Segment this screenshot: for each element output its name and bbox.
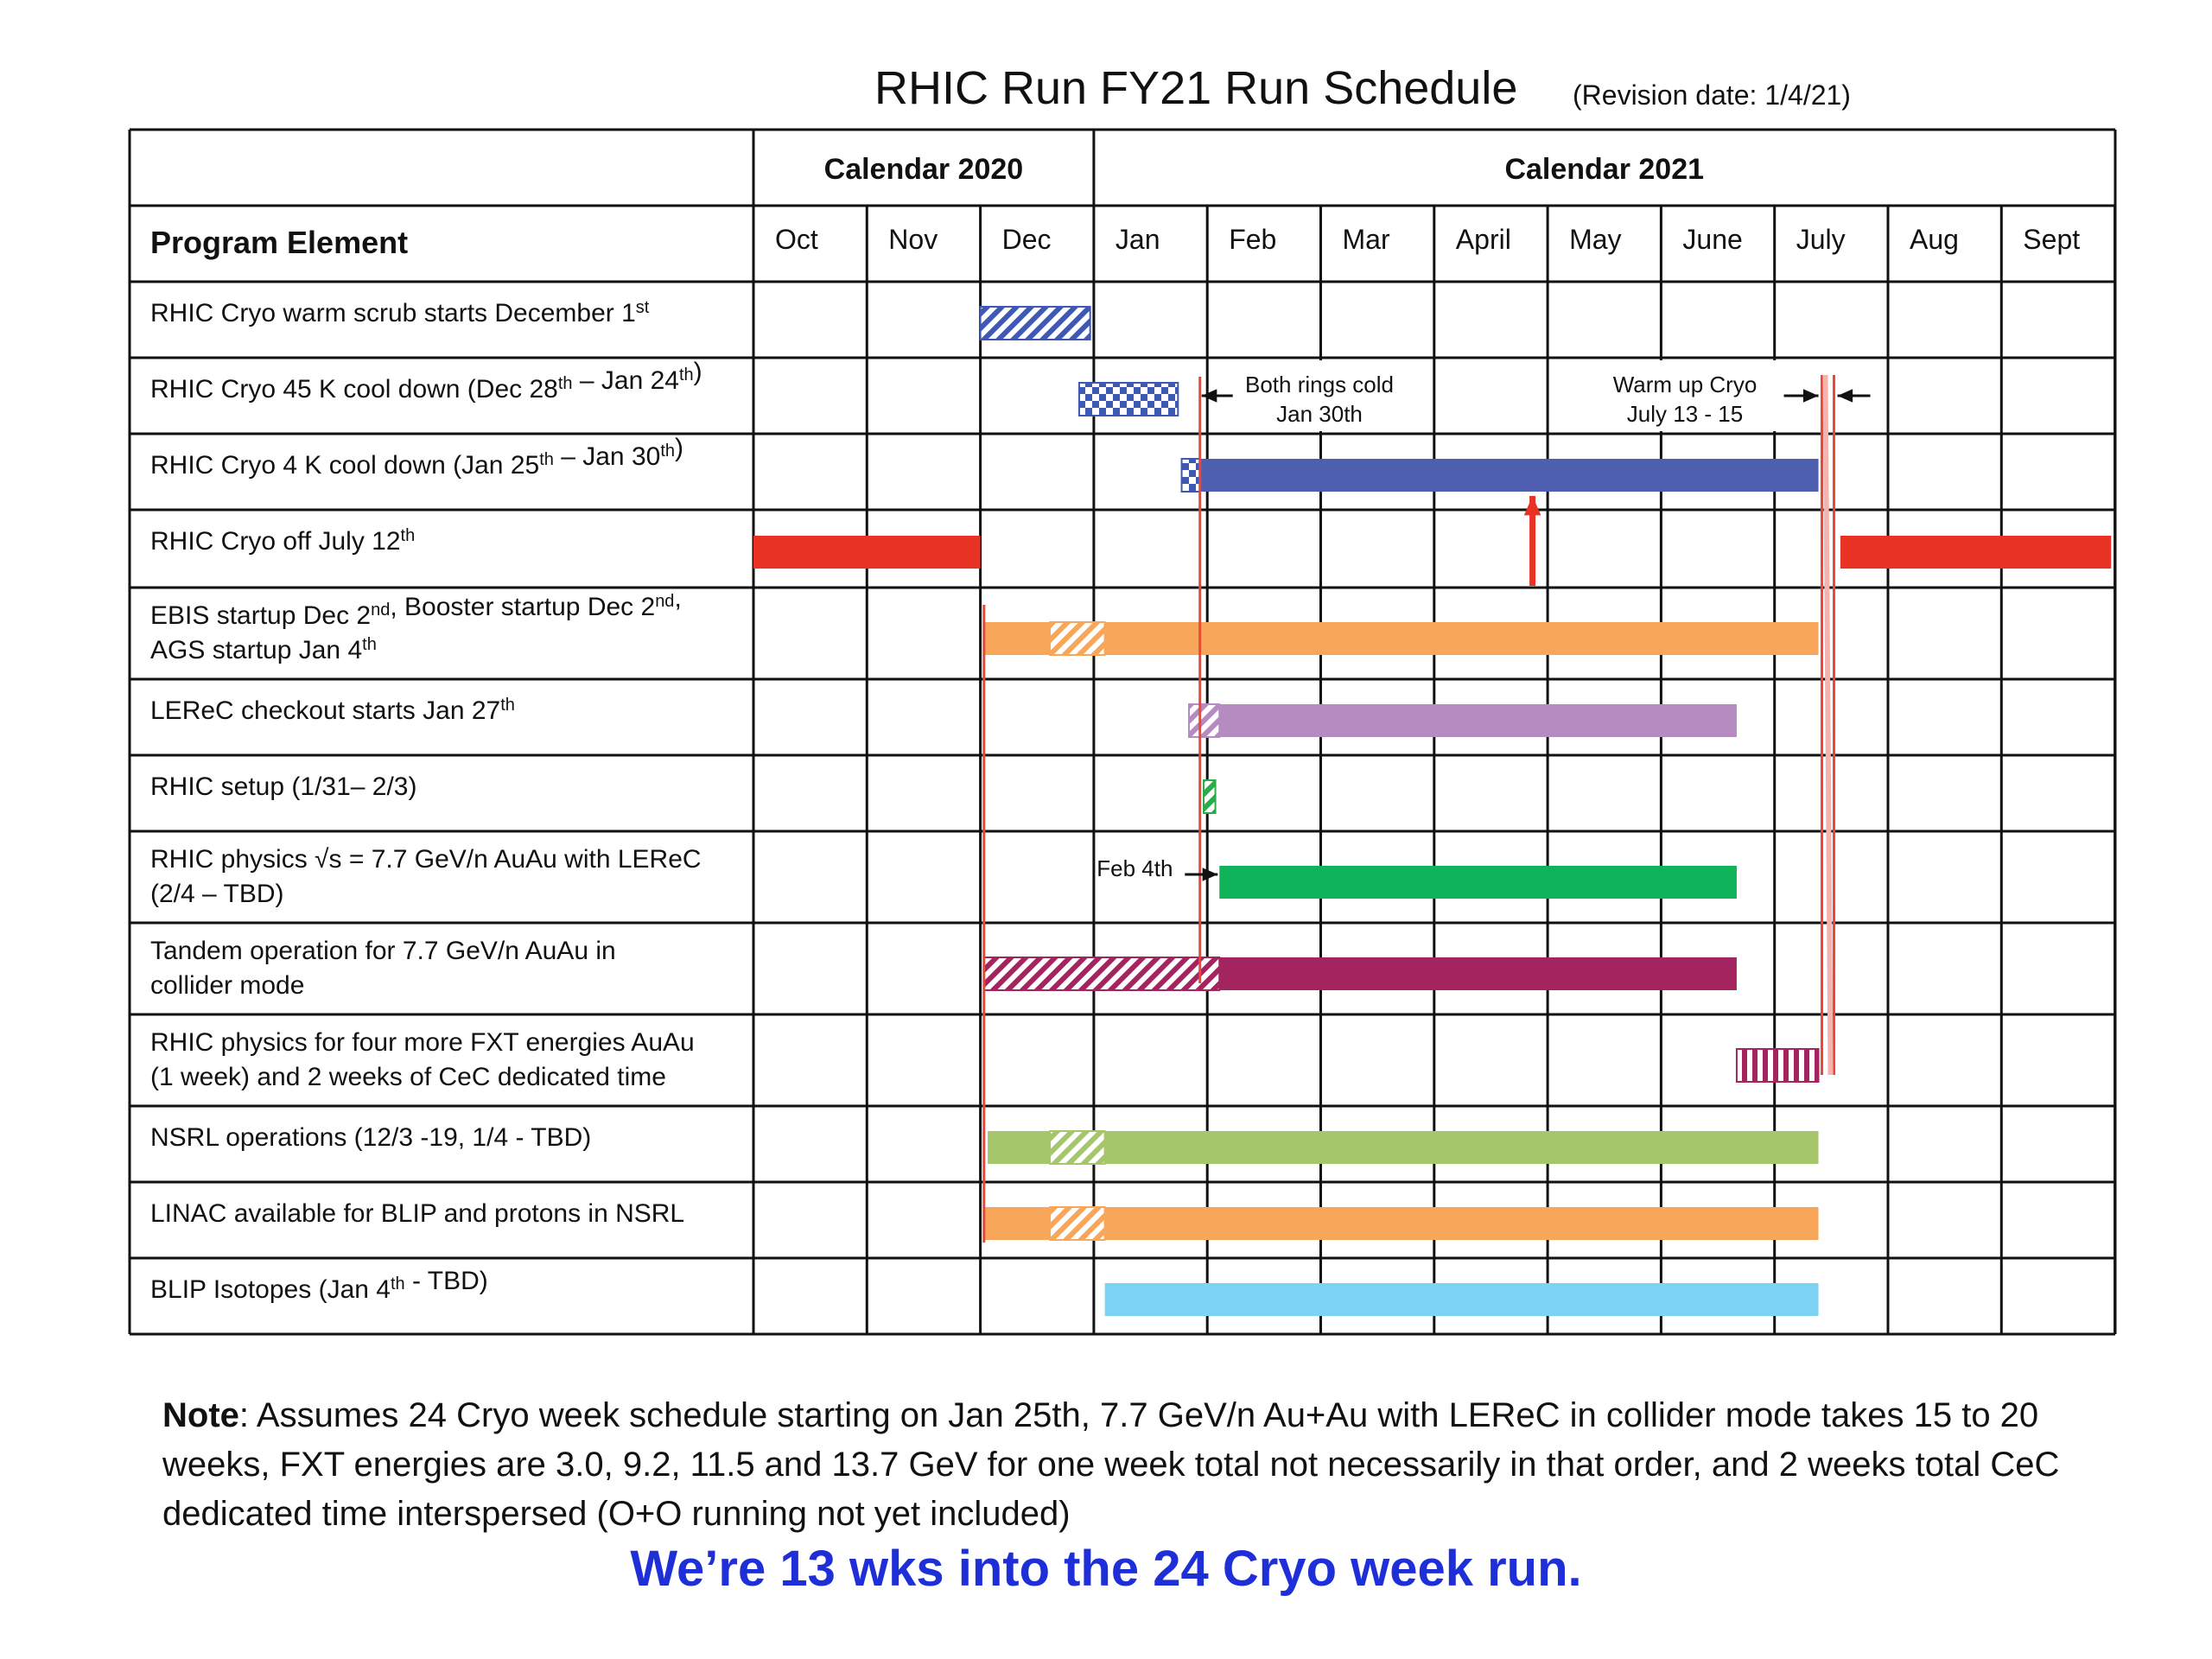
gantt-bar — [1200, 459, 1819, 492]
gantt-bar — [1219, 866, 1737, 899]
month-label: July — [1796, 224, 1846, 255]
row-header: Program Element — [150, 225, 409, 260]
row-label-part: NSRL operations (12/3 -19, 1/4 - TBD) — [150, 1123, 592, 1152]
month-label: May — [1569, 224, 1622, 255]
row-label-part: EBIS startup Dec 2 — [150, 601, 372, 630]
gantt-bar — [1840, 536, 2111, 569]
gantt-bar — [988, 1131, 1050, 1164]
row-label-part: RHIC Cryo off July 12 — [150, 527, 401, 556]
progress-callout: We’re 13 wks into the 24 Cryo week run. — [630, 1541, 1582, 1597]
row-label — [150, 298, 650, 327]
row-label-part: RHIC setup (1/31– 2/3) — [150, 772, 417, 801]
month-label: Sept — [2023, 224, 2081, 255]
row-label-part: RHIC physics √s = 7.7 GeV/n AuAu with LEReC — [150, 845, 702, 874]
row-label-sup: th — [539, 450, 554, 469]
pointer-arrow-head — [1803, 389, 1819, 402]
month-label: Nov — [888, 224, 938, 255]
gantt-bar — [1105, 622, 1819, 655]
gantt-bar — [1105, 1207, 1819, 1240]
gantt-bar — [1050, 622, 1105, 655]
pointer-arrow-head — [1838, 389, 1853, 402]
row-label-part: RHIC Cryo warm scrub starts December 1 — [150, 299, 636, 327]
reference-band — [1826, 375, 1831, 1075]
row-label-sup: th — [390, 1274, 405, 1294]
gantt-bar — [1189, 704, 1219, 737]
gantt-bar — [1737, 1049, 1819, 1082]
row-label-sup: th — [362, 635, 377, 654]
row-label-line2 — [150, 880, 284, 908]
row-label-line2 — [150, 971, 304, 1000]
row-label — [150, 584, 682, 630]
row-label — [150, 937, 616, 965]
row-label-part: ) — [693, 358, 702, 386]
row-label-sup: nd — [371, 601, 391, 620]
row-label-part: LEReC checkout starts Jan 27 — [150, 696, 501, 725]
year-header: Calendar 2020 — [823, 153, 1024, 186]
gantt-bar — [1050, 1207, 1105, 1240]
note-label: Note — [162, 1396, 239, 1434]
row-label-part: AGS startup Jan 4 — [150, 636, 363, 664]
row-label-part: RHIC physics for four more FXT energies AuAu — [150, 1028, 695, 1057]
marker-label-line: Feb 4th — [1096, 855, 1173, 881]
gantt-bar — [981, 307, 1090, 340]
row-label — [150, 1028, 695, 1057]
chart-title: RHIC Run FY21 Run Schedule — [874, 62, 1518, 114]
pointer-arrow-head — [1203, 868, 1218, 880]
row-label — [150, 1123, 591, 1152]
row-label — [150, 1267, 488, 1304]
row-label-part: ) — [675, 434, 684, 462]
row-label-sup: th — [678, 365, 694, 385]
marker-label-line: Both rings cold — [1245, 372, 1394, 397]
month-label: Aug — [1910, 224, 1959, 255]
gantt-bar — [1204, 780, 1216, 813]
row-label-part: Tandem operation for 7.7 GeV/n AuAu in — [150, 937, 616, 965]
month-label: Jan — [1115, 224, 1160, 255]
row-label-part: RHIC Cryo 4 K cool down (Jan 25 — [150, 451, 540, 480]
row-label-part: , Booster startup Dec 2 — [390, 593, 656, 621]
month-label: Mar — [1342, 224, 1390, 255]
row-label-sup: th — [400, 526, 416, 545]
row-label-part: collider mode — [150, 971, 305, 1000]
gantt-bar — [984, 622, 1050, 655]
row-label — [150, 1199, 684, 1228]
marker-label-line: Jan 30th — [1276, 401, 1363, 427]
gantt-bar — [984, 957, 1219, 990]
month-label: Feb — [1229, 224, 1277, 255]
row-label-part: LINAC available for BLIP and protons in NSRL — [150, 1199, 685, 1228]
row-label-part: BLIP Isotopes (Jan 4 — [150, 1275, 391, 1304]
row-label-line2 — [150, 1063, 666, 1091]
row-label — [150, 845, 702, 874]
row-label — [150, 526, 415, 556]
row-label-sup: st — [635, 298, 650, 317]
current-week-arrow-head — [1524, 496, 1541, 515]
row-label-part: RHIC Cryo 45 K cool down (Dec 28 — [150, 375, 558, 404]
note-text: : Assumes 24 Cryo week schedule starting on Jan 25th, 7.7 GeV/n Au+Au with LEReC in collider mode takes 15 to 20 weeks, FXT energies are 3.0, 9.2, 11.5 and 13.7 GeV for one week total not necessarily in that order, and 2 weeks total CeC dedicated time interspersed (O+O running not yet included) — [162, 1396, 2060, 1533]
row-label-part: – Jan 30 — [553, 442, 661, 471]
row-label-sup: nd — [655, 592, 675, 611]
pointer-arrow-head — [1202, 389, 1217, 402]
gantt-bar — [984, 1207, 1050, 1240]
row-label — [150, 772, 416, 801]
gantt-bar — [1105, 1283, 1819, 1316]
month-label: Oct — [775, 224, 818, 255]
gantt-bar — [1105, 1131, 1819, 1164]
month-label: June — [1682, 224, 1743, 255]
gantt-bar — [1182, 459, 1200, 492]
marker-label-line: Warm up Cryo — [1612, 372, 1758, 397]
row-label-part: - TBD) — [404, 1267, 488, 1295]
gantt-bar — [1079, 383, 1178, 416]
gantt-bar — [753, 536, 981, 569]
month-label: April — [1455, 224, 1511, 255]
year-header: Calendar 2021 — [1504, 153, 1705, 186]
revision-date: (Revision date: 1/4/21) — [1573, 79, 1851, 111]
gantt-bar — [1219, 957, 1737, 990]
row-label-line2 — [150, 635, 377, 664]
row-label-part: (2/4 – TBD) — [150, 880, 284, 908]
row-label — [150, 696, 515, 725]
footnote — [162, 1391, 2098, 1539]
month-label: Dec — [1001, 224, 1052, 255]
row-label-part: (1 week) and 2 weeks of CeC dedicated time — [150, 1063, 666, 1091]
gantt-bar — [1219, 704, 1737, 737]
row-label-sup: th — [500, 696, 515, 715]
row-label-part: , — [674, 584, 682, 613]
row-label — [150, 358, 702, 404]
row-label-part: – Jan 24 — [572, 366, 679, 395]
row-label-sup: th — [557, 374, 573, 393]
marker-label-line: July 13 - 15 — [1626, 401, 1744, 427]
row-label-sup: th — [660, 442, 676, 461]
row-label — [150, 434, 683, 480]
gantt-bar — [1050, 1131, 1105, 1164]
